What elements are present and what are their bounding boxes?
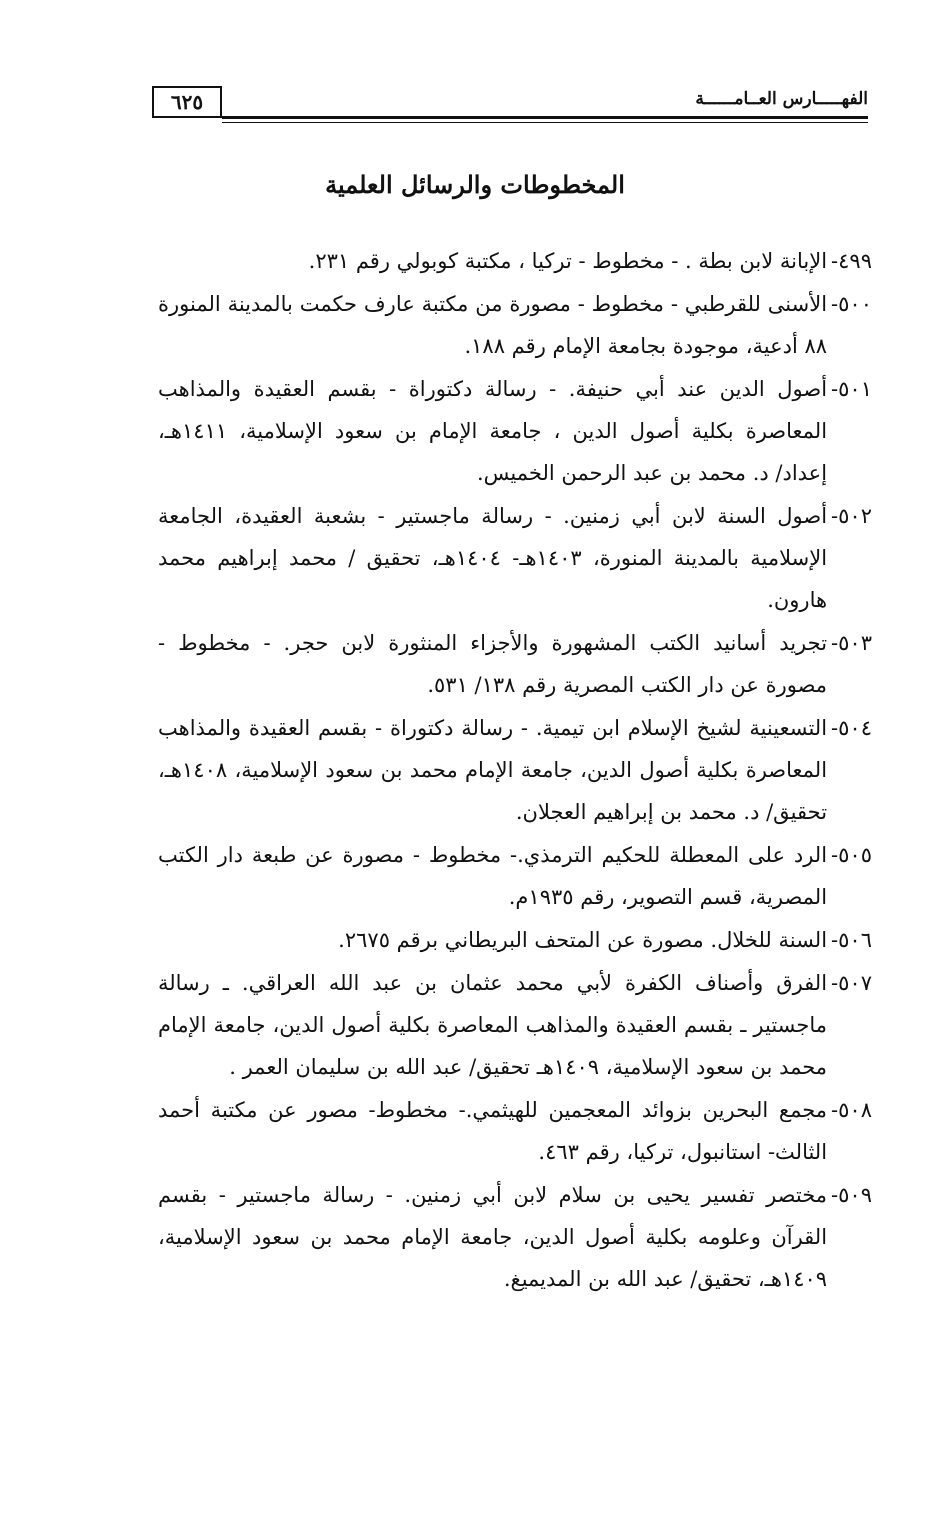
entry-text: السنة للخلال. مصورة عن المتحف البريطاني برقم ٢٦٧٥.: [338, 928, 828, 952]
entry-text: الرد على المعطلة للحكيم الترمذي.- مخطوط - مصورة عن طبعة دار الكتب المصرية، قسم التصوير، رقم ١٩٣٥م.: [158, 843, 828, 909]
section-title: المخطوطات والرسائل العلمية: [325, 170, 625, 199]
header-rule: [222, 116, 868, 119]
entry-text: الأسنى للقرطبي - مخطوط - مصورة من مكتبة عارف حكمت بالمدينة المنورة ٨٨ أدعية، موجودة بجامعة الإمام رقم ١٨٨.: [158, 292, 828, 358]
entry-number: ٤٩٩-: [831, 249, 872, 273]
entry-number: ٥٠٨-: [831, 1098, 872, 1122]
bibliography-entry: [158, 368, 872, 494]
entry-number: ٥٠٩-: [831, 1183, 872, 1207]
entry-text: أصول السنة لابن أبي زمنين. - رسالة ماجستير - بشعبة العقيدة، الجامعة الإسلامية بالمدينة المنورة، ١٤٠٣هـ- ١٤٠٤هـ، تحقيق / محمد إبراهيم محمد هارون.: [158, 504, 828, 612]
header-rule-thin: [222, 122, 868, 123]
entry-text: التسعينية لشيخ الإسلام ابن تيمية. - رسالة دكتوراة - بقسم العقيدة والمذاهب المعاصرة بكلية أصول الدين، جامعة الإمام محمد بن سعود الإسلامية، ١٤٠٨هـ، تحقيق/ د. محمد بن إبراهيم العجلان.: [158, 716, 828, 824]
entry-text: الفرق وأصناف الكفرة لأبي محمد عثمان بن عبد الله العراقي. ـ رسالة ماجستير ـ بقسم العقيدة والمذاهب المعاصرة بكلية أصول الدين، جامعة الإمام محمد بن سعود الإسلامية، ١٤٠٩هـ تحقيق/ عبد الله بن سليمان العمر .: [158, 971, 828, 1079]
entry-text: مجمع البحرين بزوائد المعجمين للهيثمي.- مخطوط- مصور عن مكتبة أحمد الثالث- استانبول، تركيا، رقم ٤٦٣.: [158, 1098, 828, 1164]
bibliography-entry: [158, 919, 872, 961]
running-header: [152, 86, 868, 126]
entry-text: مختصر تفسير يحيى بن سلام لابن أبي زمنين. - رسالة ماجستير - بقسم القرآن وعلومه بكلية أصول الدين، جامعة الإمام محمد بن سعود الإسلامية، ١٤٠٩هـ، تحقيق/ عبد الله بن المديميغ.: [158, 1183, 828, 1291]
bibliography-entry: [158, 1174, 872, 1300]
bibliography-entry: [158, 622, 872, 706]
entry-number: ٥٠٠-: [831, 292, 872, 316]
entry-number: ٥٠٦-: [831, 928, 872, 952]
bibliography-entry: [158, 240, 872, 282]
entry-number: ٥٠٣-: [831, 631, 872, 655]
entry-text: أصول الدين عند أبي حنيفة. - رسالة دكتوراة - بقسم العقيدة والمذاهب المعاصرة بكلية أصول الدين ، جامعة الإمام بن سعود الإسلامية، ١٤١١هـ، إعداد/ د. محمد بن عبد الرحمن الخميس.: [158, 377, 828, 485]
entry-number: ٥٠٥-: [831, 843, 872, 867]
entry-number: ٥٠١-: [831, 377, 872, 401]
bibliography-entry: [158, 834, 872, 918]
bibliography-entry: [158, 1089, 872, 1173]
bibliography-entry: [158, 283, 872, 367]
entry-number: ٥٠٢-: [831, 504, 872, 528]
bibliography-list: [158, 240, 872, 1301]
entry-text: الإبانة لابن بطة . - مخطوط - تركيا ، مكتبة كوبولي رقم ٢٣١.: [308, 249, 828, 273]
bibliography-entry: [158, 962, 872, 1088]
entry-number: ٥٠٤-: [831, 716, 872, 740]
bibliography-entry: [158, 707, 872, 833]
entry-text: تجريد أسانيد الكتب المشهورة والأجزاء المنثورة لابن حجر. - مخطوط - مصورة عن دار الكتب المصرية رقم ١٣٨/ ٥٣١.: [158, 631, 828, 697]
header-title: الفهـــــارس العــامــــــة: [695, 89, 868, 109]
page-number: ٦٢٥: [152, 86, 222, 118]
bibliography-entry: [158, 495, 872, 621]
entry-number: ٥٠٧-: [831, 971, 872, 995]
